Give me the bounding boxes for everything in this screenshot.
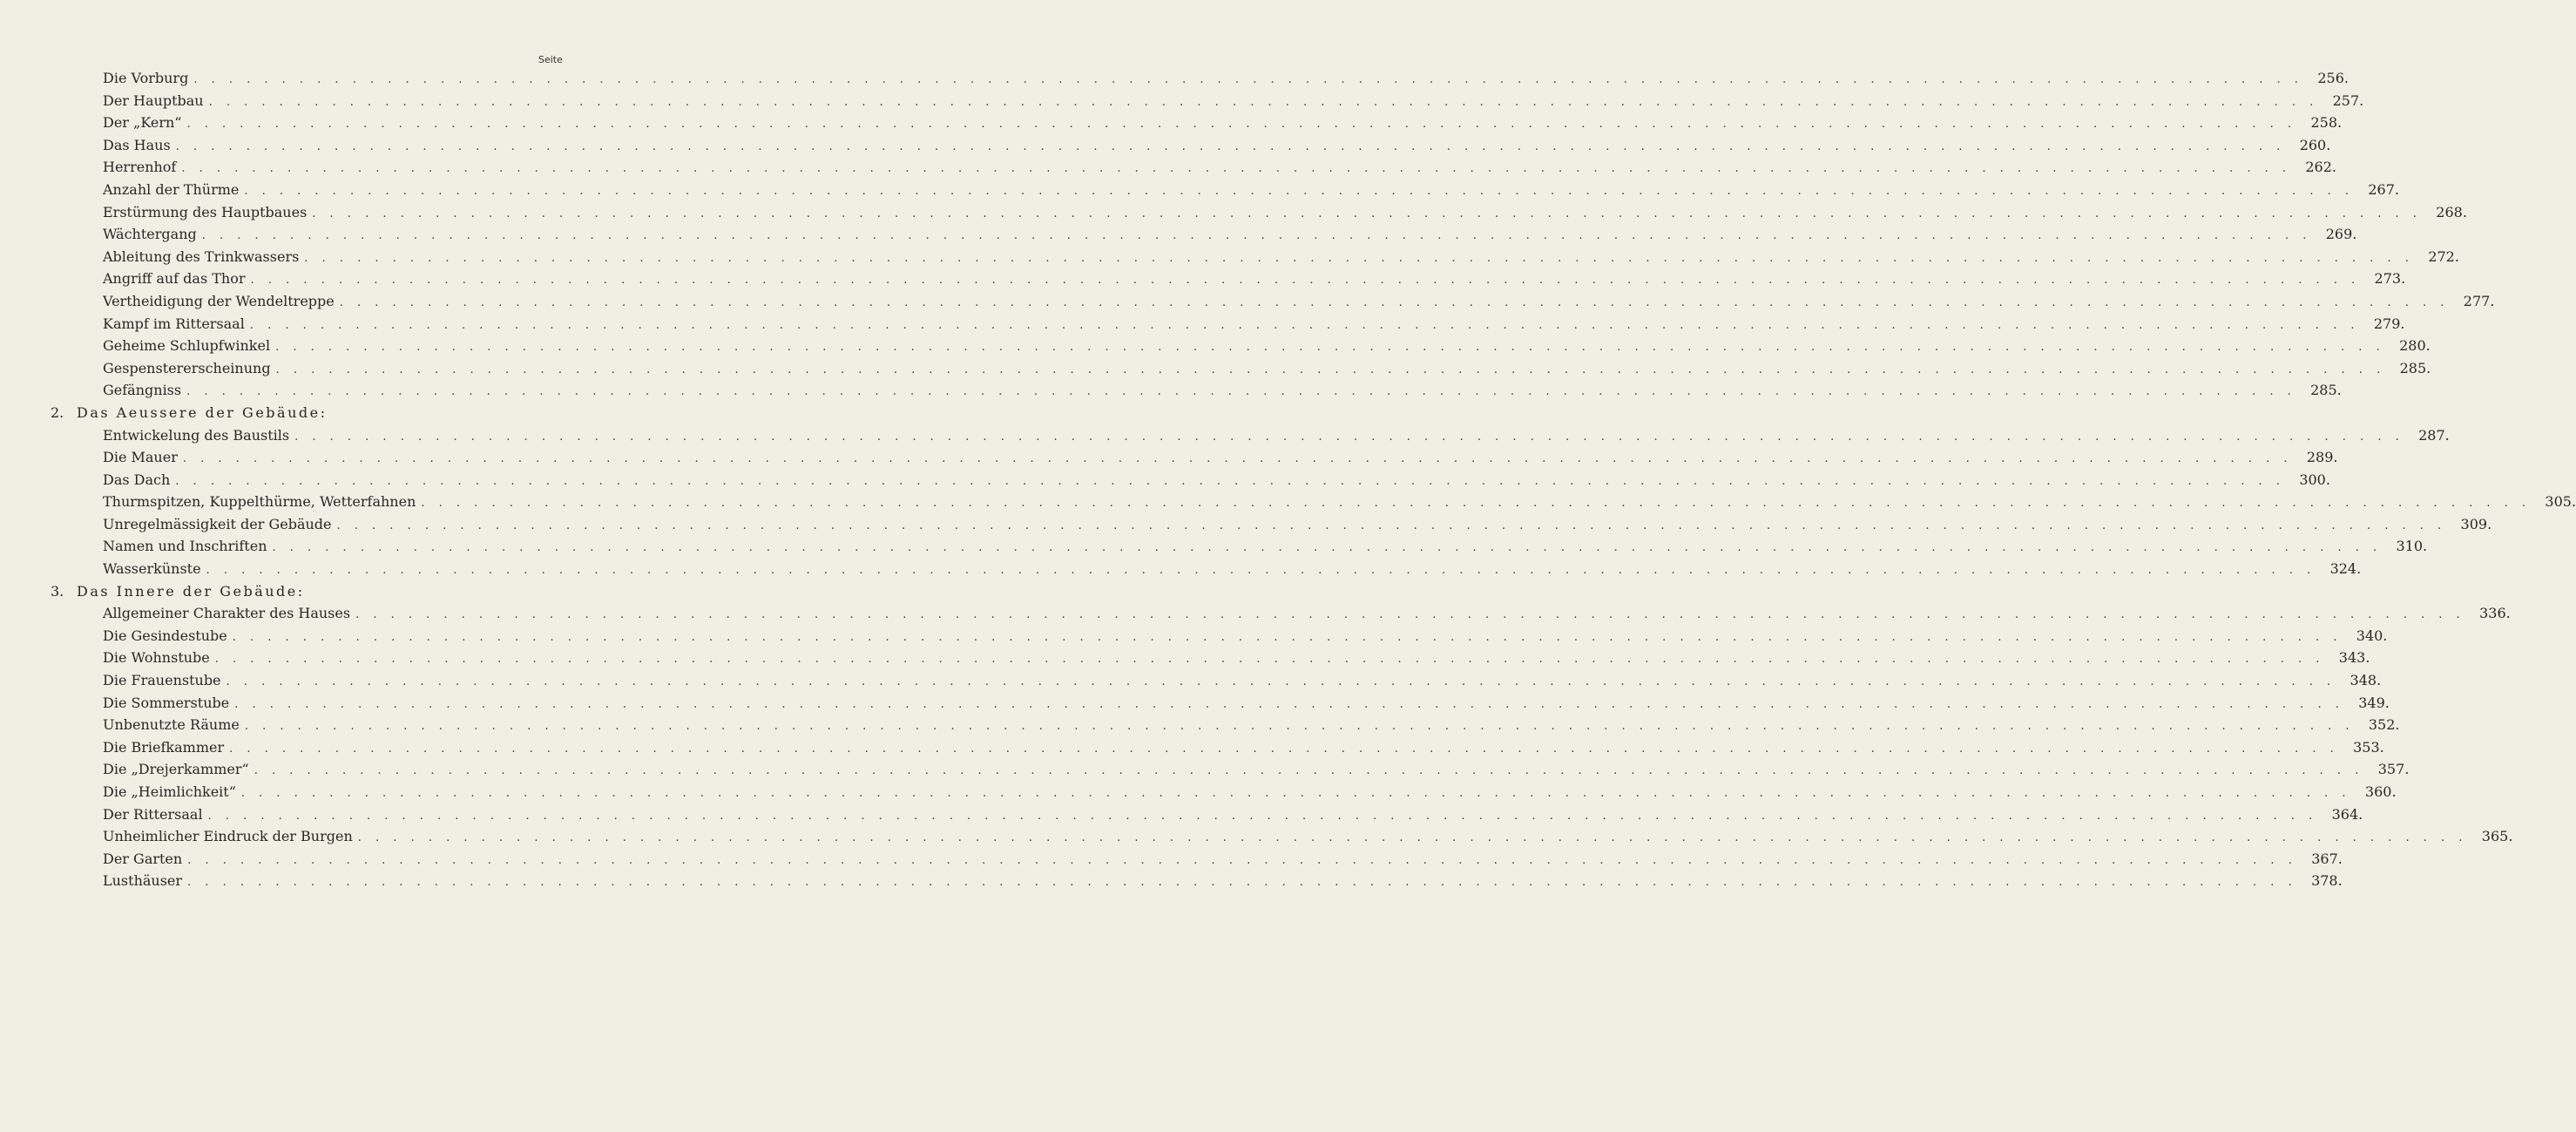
toc-page-number: 269. [2325,226,2357,243]
toc-page-number: 310. [2396,538,2428,555]
toc-entry-title: Die Mauer [103,449,178,466]
toc-leader-dots: . . . . . . . . . . . . . . . . . . . . . . . . . . . . . . . . . . . . . . . . . . . . . . . . . . . . . . . . . . . . . . . . . . . . . . . . . . . . . . . . . . . . . . . . . . . . . . . . . . . . . . . . . . . . . . . . . . . . . . . . [226,675,2336,689]
toc-entry [51,70,2349,92]
toc-entry-title: Lusthäuser [103,872,183,890]
toc-entry [51,359,2431,383]
toc-page-number: 300. [2299,471,2330,488]
toc-leader-dots: . . . . . . . . . . . . . . . . . . . . . . . . . . . . . . . . . . . . . . . . . . . . . . . . . . . . . . . . . . . . . . . . . . . . . . . . . . . . . . . . . . . . . . . . . . . . . . . . . . . . . . . . . . . . . . . . . . . . . . . . [175,474,2285,488]
toc-entry [51,136,2331,159]
toc-entry-title: Unbenutzte Räume [103,716,240,734]
toc-page-number: 353. [2353,738,2384,756]
toc-page-number: 367. [2311,850,2343,867]
toc-leader-dots: . . . . . . . . . . . . . . . . . . . . . . . . . . . . . . . . . . . . . . . . . . . . . . . . . . . . . . . . . . . . . . . . . . . . . . . . . . . . . . . . . . . . . . . . . . . . . . . . . . . . . . . . . . . . . . . . . . . . . . . . [240,787,2351,800]
toc-section-number: 2. [51,403,64,421]
toc-entry-title: Wächtergang [103,226,197,243]
toc-entry-title: Vertheidigung der Wendeltreppe [103,292,335,309]
toc-leader-dots: . . . . . . . . . . . . . . . . . . . . . . . . . . . . . . . . . . . . . . . . . . . . . . . . . . . . . . . . . . . . . . . . . . . . . . . . . . . . . . . . . . . . . . . . . . . . . . . . . . . . . . . . . . . . . . . . . . . . . . . . [254,764,2364,778]
toc-leader-dots: . . . . . . . . . . . . . . . . . . . . . . . . . . . . . . . . . . . . . . . . . . . . . . . . . . . . . . . . . . . . . . . . . . . . . . . . . . . . . . . . . . . . . . . . . . . . . . . . . . . . . . . . . . . . . . . . . . . . . . . . [193,73,2303,86]
toc-page-number: 336. [2479,605,2511,622]
toc-page-number: 279. [2373,315,2405,332]
toc-leader-dots: . . . . . . . . . . . . . . . . . . . . . . . . . . . . . . . . . . . . . . . . . . . . . . . . . . . . . . . . . . . . . . . . . . . . . . . . . . . . . . . . . . . . . . . . . . . . . . . . . . . . . . . . . . . . . . . . . . . . . . . . [312,207,2422,220]
toc-entry [51,382,2342,404]
toc-entry [51,828,2513,851]
toc-entry-title: Unheimlicher Eindruck der Burgen [103,828,353,845]
toc-entry [51,270,2406,293]
toc-entry-title: Das Aeussere der Gebäude: [77,403,328,421]
toc-entry [51,627,2388,650]
toc-entry-title: Anzahl der Thürme [103,180,240,198]
toc-entry [51,716,2400,739]
toc-entry-title: Der Rittersaal [103,805,203,823]
page-column-label: Seite [538,54,563,65]
toc-page-number: 256. [2317,70,2349,86]
toc-entry-title: Gefängniss [103,382,182,399]
toc-entry-title: Das Dach [103,471,171,488]
toc-entry [51,761,2410,783]
toc-page-number: 365. [2481,828,2513,845]
toc-leader-dots: . . . . . . . . . . . . . . . . . . . . . . . . . . . . . . . . . . . . . . . . . . . . . . . . . . . . . . . . . . . . . . . . . . . . . . . . . . . . . . . . . . . . . . . . . . . . . . . . . . . . . . . . . . . . . . . . . . . . . . . . [232,630,2343,644]
toc-entry [51,493,2576,516]
toc-leader-dots: . . . . . . . . . . . . . . . . . . . . . . . . . . . . . . . . . . . . . . . . . . . . . . . . . . . . . . . . . . . . . . . . . . . . . . . . . . . . . . . . . . . . . . . . . . . . . . . . . . . . . . . . . . . . . . . . . . . . . . . . [304,251,2414,265]
toc-page-number: 349. [2358,694,2390,711]
toc-entry-title: Die Wohnstube [103,649,210,667]
toc-page-number: 287. [2418,426,2450,444]
toc-leader-dots: . . . . . . . . . . . . . . . . . . . . . . . . . . . . . . . . . . . . . . . . . . . . . . . . . . . . . . . . . . . . . . . . . . . . . . . . . . . . . . . . . . . . . . . . . . . . . . . . . . . . . . . . . . . . . . . . . . . . . . . . [250,274,2361,288]
toc-entry-title: Das Haus [103,136,171,153]
toc-leader-dots: . . . . . . . . . . . . . . . . . . . . . . . . . . . . . . . . . . . . . . . . . . . . . . . . . . . . . . . . . . . . . . . . . . . . . . . . . . . . . . . . . . . . . . . . . . . . . . . . . . . . . . . . . . . . . . . . . . . . . . . . [181,162,2291,176]
toc-page-number: 285. [2399,359,2431,376]
toc-leader-dots: . . . . . . . . . . . . . . . . . . . . . . . . . . . . . . . . . . . . . . . . . . . . . . . . . . . . . . . . . . . . . . . . . . . . . . . . . . . . . . . . . . . . . . . . . . . . . . . . . . . . . . . . . . . . . . . . . . . . . . . . [272,541,2383,555]
toc-entry-title: Der Garten [103,850,183,867]
toc-leader-dots: . . . . . . . . . . . . . . . . . . . . . . . . . . . . . . . . . . . . . . . . . . . . . . . . . . . . . . . . . . . . . . . . . . . . . . . . . . . . . . . . . . . . . . . . . . . . . . . . . . . . . . . . . . . . . . . . . . . . . . . . [275,341,2385,355]
toc-entry [51,92,2364,115]
toc-entry [51,449,2338,471]
toc-page-number: 357. [2377,761,2410,778]
toc-page-number: 262. [2305,159,2336,176]
toc-entry [51,672,2382,695]
toc-leader-dots: . . . . . . . . . . . . . . . . . . . . . . . . . . . . . . . . . . . . . . . . . . . . . . . . . . . . . . . . . . . . . . . . . . . . . . . . . . . . . . . . . . . . . . . . . . . . . . . . . . . . . . . . . . . . . . . . . . . . . . . . [249,318,2360,332]
toc-entry-title: Erstürmung des Hauptbaues [103,203,308,220]
toc-entry-title: Gespenstererscheinung [103,359,271,376]
toc-entry [51,203,2467,227]
toc-page-number: 257. [2332,92,2364,109]
toc-entry [51,247,2459,271]
toc-page-number: 273. [2374,270,2406,288]
toc-leader-dots: . . . . . . . . . . . . . . . . . . . . . . . . . . . . . . . . . . . . . . . . . . . . . . . . . . . . . . . . . . . . . . . . . . . . . . . . . . . . . . . . . . . . . . . . . . . . . . . . . . . . . . . . . . . . . . . . . . . . . . . . [187,853,2297,867]
toc-page-number: 272. [2428,247,2459,265]
toc-entry [51,471,2330,494]
toc-entry [51,538,2428,560]
toc-section-heading [51,404,573,427]
toc-leader-dots: . . . . . . . . . . . . . . . . . . . . . . . . . . . . . . . . . . . . . . . . . . . . . . . . . . . . . . . . . . . . . . . . . . . . . . . . . . . . . . . . . . . . . . . . . . . . . . . . . . . . . . . . . . . . . . . . . . . . . . . . [186,118,2297,132]
toc-leader-dots: . . . . . . . . . . . . . . . . . . . . . . . . . . . . . . . . . . . . . . . . . . . . . . . . . . . . . . . . . . . . . . . . . . . . . . . . . . . . . . . . . . . . . . . . . . . . . . . . . . . . . . . . . . . . . . . . . . . . . . . . [214,653,2325,667]
toc-leader-dots: . . . . . . . . . . . . . . . . . . . . . . . . . . . . . . . . . . . . . . . . . . . . . . . . . . . . . . . . . . . . . . . . . . . . . . . . . . . . . . . . . . . . . . . . . . . . . . . . . . . . . . . . . . . . . . . . . . . . . . . . [206,564,2316,578]
toc-page-number: 340. [2356,627,2388,644]
toc-leader-dots: . . . . . . . . . . . . . . . . . . . . . . . . . . . . . . . . . . . . . . . . . . . . . . . . . . . . . . . . . . . . . . . . . . . . . . . . . . . . . . . . . . . . . . . . . . . . . . . . . . . . . . . . . . . . . . . . . . . . . . . . [294,430,2404,444]
toc-leader-dots: . . . . . . . . . . . . . . . . . . . . . . . . . . . . . . . . . . . . . . . . . . . . . . . . . . . . . . . . . . . . . . . . . . . . . . . . . . . . . . . . . . . . . . . . . . . . . . . . . . . . . . . . . . . . . . . . . . . . . . . . [234,697,2344,711]
toc-page-number: 343. [2338,649,2370,667]
toc-entry-title: Die Gesindestube [103,627,227,644]
toc-entry [51,850,2343,873]
toc-entry [51,337,2431,360]
toc-leader-dots: . . . . . . . . . . . . . . . . . . . . . . . . . . . . . . . . . . . . . . . . . . . . . . . . . . . . . . . . . . . . . . . . . . . . . . . . . . . . . . . . . . . . . . . . . . . . . . . . . . . . . . . . . . . . . . . . . . . . . . . . [357,831,2468,845]
toc-entry [51,872,2343,895]
toc-page-number: 378. [2311,872,2343,890]
toc-entry-title: Das Innere der Gebäude: [77,582,305,600]
toc-entry-title: Wasserkünste [103,560,201,578]
toc-entry [51,738,2384,762]
toc-leader-dots: . . . . . . . . . . . . . . . . . . . . . . . . . . . . . . . . . . . . . . . . . . . . . . . . . . . . . . . . . . . . . . . . . . . . . . . . . . . . . . . . . . . . . . . . . . . . . . . . . . . . . . . . . . . . . . . . . . . . . . . . [275,363,2386,376]
toc-page-number: 305. [2545,493,2576,511]
toc-entry-title: Die Briefkammer [103,738,225,756]
toc-entry [51,649,2370,672]
toc-page-number: 309. [2460,515,2492,532]
toc-page-number: 277. [2463,292,2495,309]
toc-entry [51,605,2511,627]
toc-entry [51,226,2357,248]
toc-page-number: 324. [2329,560,2362,578]
table-of-contents [51,70,2576,895]
toc-leader-dots: . . . . . . . . . . . . . . . . . . . . . . . . . . . . . . . . . . . . . . . . . . . . . . . . . . . . . . . . . . . . . . . . . . . . . . . . . . . . . . . . . . . . . . . . . . . . . . . . . . . . . . . . . . . . . . . . . . . . . . . . [182,452,2293,466]
toc-entry-title: Unregelmässigkeit der Gebäude [103,515,332,532]
toc-entry [51,114,2343,137]
toc-entry [51,694,2390,717]
toc-page-number: 258. [2310,114,2343,132]
toc-page-number: 364. [2331,805,2363,823]
toc-entry [51,515,2492,539]
toc-entry-title: Der Hauptbau [103,92,204,109]
toc-entry [51,159,2336,181]
toc-page-number: 280. [2399,337,2431,355]
toc-entry [51,180,2399,204]
toc-leader-dots: . . . . . . . . . . . . . . . . . . . . . . . . . . . . . . . . . . . . . . . . . . . . . . . . . . . . . . . . . . . . . . . . . . . . . . . . . . . . . . . . . . . . . . . . . . . . . . . . . . . . . . . . . . . . . . . . . . . . . . . . [208,95,2319,109]
toc-leader-dots: . . . . . . . . . . . . . . . . . . . . . . . . . . . . . . . . . . . . . . . . . . . . . . . . . . . . . . . . . . . . . . . . . . . . . . . . . . . . . . . . . . . . . . . . . . . . . . . . . . . . . . . . . . . . . . . . . . . . . . . . [187,876,2297,890]
toc-leader-dots: . . . . . . . . . . . . . . . . . . . . . . . . . . . . . . . . . . . . . . . . . . . . . . . . . . . . . . . . . . . . . . . . . . . . . . . . . . . . . . . . . . . . . . . . . . . . . . . . . . . . . . . . . . . . . . . . . . . . . . . . [421,497,2532,511]
toc-section-number: 3. [51,582,64,600]
toc-entry-title: Geheime Schlupfwinkel [103,337,271,355]
toc-leader-dots: . . . . . . . . . . . . . . . . . . . . . . . . . . . . . . . . . . . . . . . . . . . . . . . . . . . . . . . . . . . . . . . . . . . . . . . . . . . . . . . . . . . . . . . . . . . . . . . . . . . . . . . . . . . . . . . . . . . . . . . . [336,519,2447,532]
toc-page-number: 267. [2368,180,2399,198]
toc-entry-title: Die „Drejerkammer“ [103,761,249,778]
toc-leader-dots: . . . . . . . . . . . . . . . . . . . . . . . . . . . . . . . . . . . . . . . . . . . . . . . . . . . . . . . . . . . . . . . . . . . . . . . . . . . . . . . . . . . . . . . . . . . . . . . . . . . . . . . . . . . . . . . . . . . . . . . . [207,809,2318,823]
toc-page-number: 289. [2306,449,2338,466]
toc-entry-title: Herrenhof [103,159,177,176]
toc-leader-dots: . . . . . . . . . . . . . . . . . . . . . . . . . . . . . . . . . . . . . . . . . . . . . . . . . . . . . . . . . . . . . . . . . . . . . . . . . . . . . . . . . . . . . . . . . . . . . . . . . . . . . . . . . . . . . . . . . . . . . . . . [229,742,2339,756]
toc-entry-title: Angriff auf das Thor [103,270,246,288]
toc-entry [51,315,2405,338]
toc-page-number: 260. [2299,136,2331,153]
toc-entry-title: Ableitung des Trinkwassers [103,247,300,265]
toc-entry-title: Die Frauenstube [103,672,221,689]
toc-page-number: 285. [2310,382,2342,399]
toc-leader-dots: . . . . . . . . . . . . . . . . . . . . . . . . . . . . . . . . . . . . . . . . . . . . . . . . . . . . . . . . . . . . . . . . . . . . . . . . . . . . . . . . . . . . . . . . . . . . . . . . . . . . . . . . . . . . . . . . . . . . . . . . [339,295,2450,309]
toc-section-heading [51,583,573,606]
toc-page-number: 348. [2350,672,2382,689]
toc-entry-title: Allgemeiner Charakter des Hauses [103,605,351,622]
toc-leader-dots: . . . . . . . . . . . . . . . . . . . . . . . . . . . . . . . . . . . . . . . . . . . . . . . . . . . . . . . . . . . . . . . . . . . . . . . . . . . . . . . . . . . . . . . . . . . . . . . . . . . . . . . . . . . . . . . . . . . . . . . . [355,608,2465,622]
toc-entry [51,805,2363,829]
toc-entry [51,783,2397,806]
toc-entry-title: Thurmspitzen, Kuppelthürme, Wetterfahnen [103,493,416,511]
toc-leader-dots: . . . . . . . . . . . . . . . . . . . . . . . . . . . . . . . . . . . . . . . . . . . . . . . . . . . . . . . . . . . . . . . . . . . . . . . . . . . . . . . . . . . . . . . . . . . . . . . . . . . . . . . . . . . . . . . . . . . . . . . . [175,139,2286,153]
toc-entry [51,292,2495,315]
toc-entry-title: Kampf im Rittersaal [103,315,245,332]
toc-page-number: 352. [2368,716,2400,734]
toc-leader-dots: . . . . . . . . . . . . . . . . . . . . . . . . . . . . . . . . . . . . . . . . . . . . . . . . . . . . . . . . . . . . . . . . . . . . . . . . . . . . . . . . . . . . . . . . . . . . . . . . . . . . . . . . . . . . . . . . . . . . . . . . [186,385,2296,399]
toc-entry-title: Der „Kern“ [103,114,182,132]
toc-leader-dots: . . . . . . . . . . . . . . . . . . . . . . . . . . . . . . . . . . . . . . . . . . . . . . . . . . . . . . . . . . . . . . . . . . . . . . . . . . . . . . . . . . . . . . . . . . . . . . . . . . . . . . . . . . . . . . . . . . . . . . . . [244,720,2355,734]
toc-entry-title: Die Vorburg [103,70,189,86]
toc-entry-title: Entwickelung des Baustils [103,426,290,444]
toc-page-number: 360. [2364,783,2397,800]
toc-entry-title: Die Sommerstube [103,694,230,711]
toc-leader-dots: . . . . . . . . . . . . . . . . . . . . . . . . . . . . . . . . . . . . . . . . . . . . . . . . . . . . . . . . . . . . . . . . . . . . . . . . . . . . . . . . . . . . . . . . . . . . . . . . . . . . . . . . . . . . . . . . . . . . . . . . [244,184,2354,198]
toc-entry-title: Die „Heimlichkeit“ [103,783,236,800]
toc-entry-title: Namen und Inschriften [103,538,267,555]
toc-entry [51,560,2362,583]
toc-entry [51,426,2450,450]
toc-leader-dots: . . . . . . . . . . . . . . . . . . . . . . . . . . . . . . . . . . . . . . . . . . . . . . . . . . . . . . . . . . . . . . . . . . . . . . . . . . . . . . . . . . . . . . . . . . . . . . . . . . . . . . . . . . . . . . . . . . . . . . . . [201,229,2312,243]
toc-page-number: 268. [2436,203,2467,220]
